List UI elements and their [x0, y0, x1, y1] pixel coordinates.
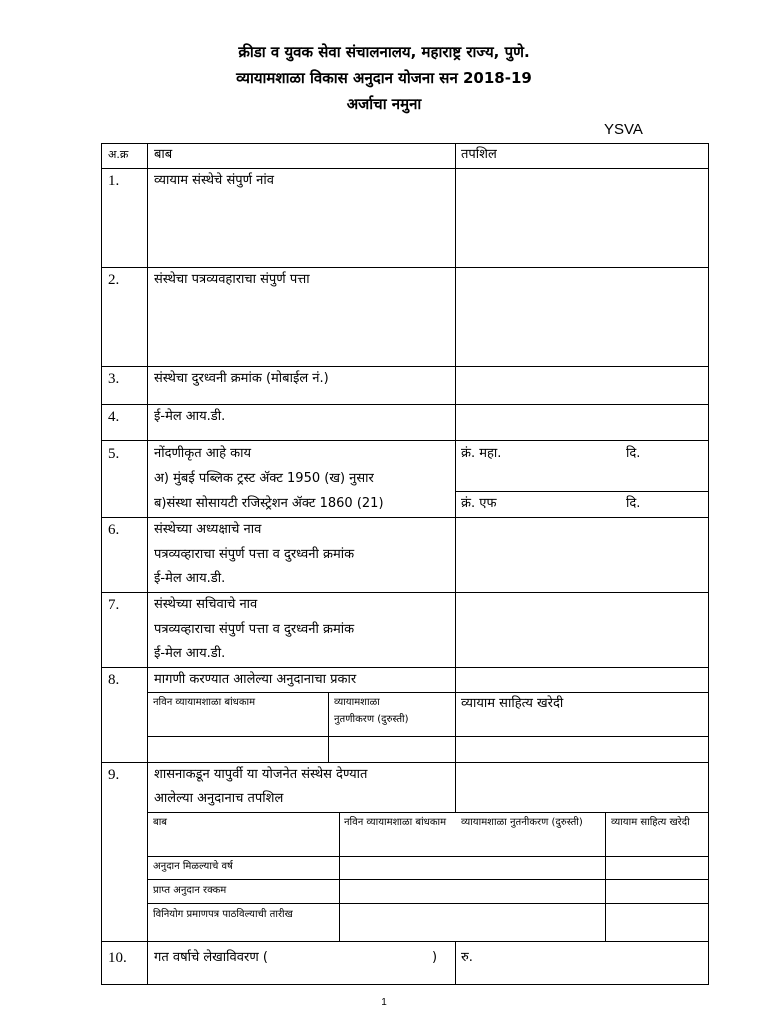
row-label: पत्रव्यव्हाराचा संपुर्ण पत्ता व दुरध्वनी क्रमांक: [154, 622, 355, 637]
col-item-header: बाब: [154, 147, 173, 162]
date-label: दि.: [626, 496, 641, 511]
subtable-header: नविन व्यायामशाळा बांधकाम: [344, 817, 447, 828]
row-label: आलेल्या अनुदानाच तपशिल: [154, 791, 284, 806]
row-number: 4.: [108, 409, 120, 425]
subtable-row-label: अनुदान मिळल्याचे वर्ष: [153, 861, 233, 872]
row-label: नोंदणीकृत आहे काय: [154, 446, 251, 461]
row-label: ई-मेल आय.डी.: [154, 571, 226, 586]
row-label-close: ): [432, 950, 438, 965]
amount-label: रु.: [461, 950, 473, 965]
row-label: शासनाकडून यापुर्वी या योजनेत संस्थेस देण्यात: [154, 767, 368, 782]
form-code: YSVA: [604, 121, 643, 138]
date-label: दि.: [626, 446, 641, 461]
row-label: गत वर्षाचे लेखाविवरण (: [154, 950, 268, 965]
col-detail-header: तपशिल: [461, 147, 497, 162]
grant-type-renovation: व्यायामशाळा: [334, 697, 380, 708]
grant-type-new-construction: नविन व्यायामशाळा बांधकाम: [153, 697, 256, 708]
row-number: 8.: [108, 672, 120, 688]
subtable-header: व्यायाम साहित्य खरेदी: [611, 817, 690, 828]
form-title: अर्जाचा नमुना: [346, 95, 422, 113]
subtable-row-label: प्राप्त अनुदान रक्कम: [153, 885, 227, 896]
row-number: 2.: [108, 272, 120, 288]
row-label: संस्थेच्या सचिवाचे नाव: [154, 597, 258, 612]
row-number: 10.: [108, 950, 127, 966]
grant-type-renovation: नुतणीकरण (दुरुस्ती): [334, 714, 409, 725]
row-label: संस्थेचा पत्रव्यवहाराचा संपुर्ण पत्ता: [154, 272, 310, 287]
row-label: अ) मुंबई पब्लिक ट्रस्ट ॲक्ट 1950 (ख) नुसार: [154, 471, 374, 486]
scheme-title: व्यायामशाळा विकास अनुदान योजना सन 2018-19: [236, 69, 532, 87]
row-label: ब)संस्था सोसायटी रजिस्ट्रेशन ॲक्ट 1860 (21): [154, 496, 384, 511]
row-label: व्यायाम संस्थेचे संपुर्ण नांव: [154, 173, 274, 188]
subtable-header: बाब: [153, 817, 168, 828]
row-label: संस्थेचा दुरध्वनी क्रमांक (मोबाईल नं.): [154, 371, 329, 386]
page-number: 1: [381, 997, 387, 1008]
registration-label: क्रं. एफ: [461, 496, 497, 511]
subtable-header: व्यायामशाळा नुतनीकरण (दुरुस्ती): [461, 817, 583, 828]
row-label: ई-मेल आय.डी.: [154, 646, 226, 661]
row-label: पत्रव्यव्हाराचा संपुर्ण पत्ता व दुरध्वनी क्रमांक: [154, 547, 355, 562]
row-number: 3.: [108, 371, 120, 387]
row-number: 9.: [108, 767, 120, 783]
grant-type-equipment: व्यायाम साहित्य खरेदी: [461, 696, 564, 711]
subtable-row-label: विनियोग प्रमाणपत्र पाठविल्याची तारीख: [153, 909, 293, 920]
row-number: 1.: [108, 173, 120, 189]
col-sr-header: अ.क्र: [108, 148, 129, 161]
row-label: ई-मेल आय.डी.: [154, 409, 226, 424]
row-number: 5.: [108, 446, 120, 462]
row-number: 6.: [108, 522, 120, 538]
office-title: क्रीडा व युवक सेवा संचालनालय, महाराष्ट्र राज्य, पुणे.: [238, 43, 530, 61]
row-label: संस्थेच्या अध्यक्षाचे नाव: [154, 522, 262, 537]
row-label: मागणी करण्यात आलेल्या अनुदानाचा प्रकार: [154, 672, 357, 687]
row-number: 7.: [108, 597, 120, 613]
registration-label: क्रं. महा.: [461, 446, 502, 461]
